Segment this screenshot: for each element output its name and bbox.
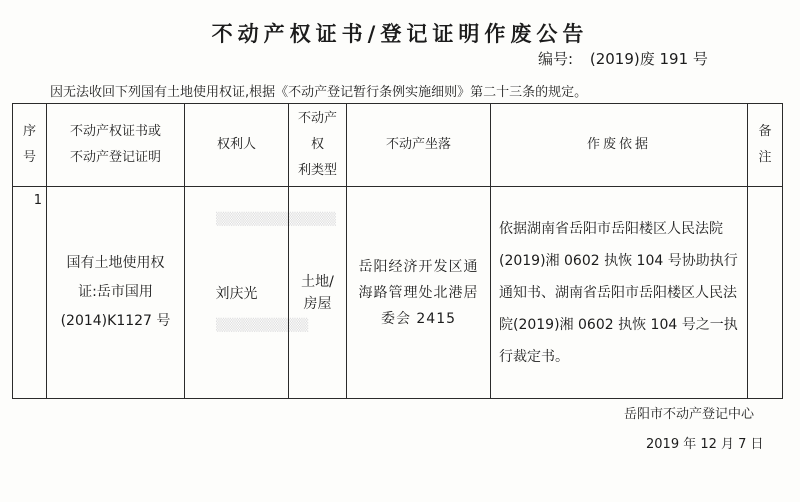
table-header-row (13, 104, 783, 187)
row-remark (748, 187, 783, 399)
document-number (538, 48, 708, 69)
document-number-value: (2019)废 191 号 (589, 50, 708, 68)
row-location: 岳阳经济开发区通 海路管理处北港居 委会 2415 (347, 187, 491, 399)
row-seq: 1 (13, 187, 47, 399)
row-basis: 依据湖南省岳阳市岳阳楼区人民法院 (2019)湘 0602 执恢 104 号协助执行 通知书、湖南省岳阳市岳阳楼区人民法 院(2019)湘 0602 执恢 104 号之一执 行裁定书。 (491, 187, 748, 399)
header-location: 不动产坐落 (347, 104, 491, 187)
issue-date: 2019 年 12 月 7 日 (646, 437, 764, 452)
show-through-mark: ▒▒▒▒▒▒▒▒▒▒▒▒▒ (216, 212, 336, 226)
header-owner: 权利人 (185, 104, 289, 187)
intro-text: 因无法收回下列国有土地使用权证,根据《不动产登记暂行条例实施细则》第二十三条的规定。 (50, 85, 588, 100)
row-owner: 刘庆光 (185, 187, 289, 399)
row-right-type: 土地/ 房屋 (289, 187, 347, 399)
document-number-label: 编号: (538, 50, 574, 68)
header-right-type: 不动产权 利类型 (289, 104, 347, 187)
header-seq: 序 号 (13, 104, 47, 187)
header-certificate: 不动产权证书或 不动产登记证明 (47, 104, 185, 187)
header-basis: 作废依据 (491, 104, 748, 187)
cancellation-table (12, 103, 783, 399)
row-certificate: 国有土地使用权 证:岳市国用 (2014)K1127 号 (47, 187, 185, 399)
header-remark: 备 注 (748, 104, 783, 187)
show-through-mark: ▒▒▒▒▒▒▒▒▒▒ (216, 318, 309, 332)
table-row (13, 187, 783, 399)
notice-title: 不动产权证书/登记证明作废公告 (211, 22, 589, 46)
issuing-organization: 岳阳市不动产登记中心 (624, 407, 755, 422)
